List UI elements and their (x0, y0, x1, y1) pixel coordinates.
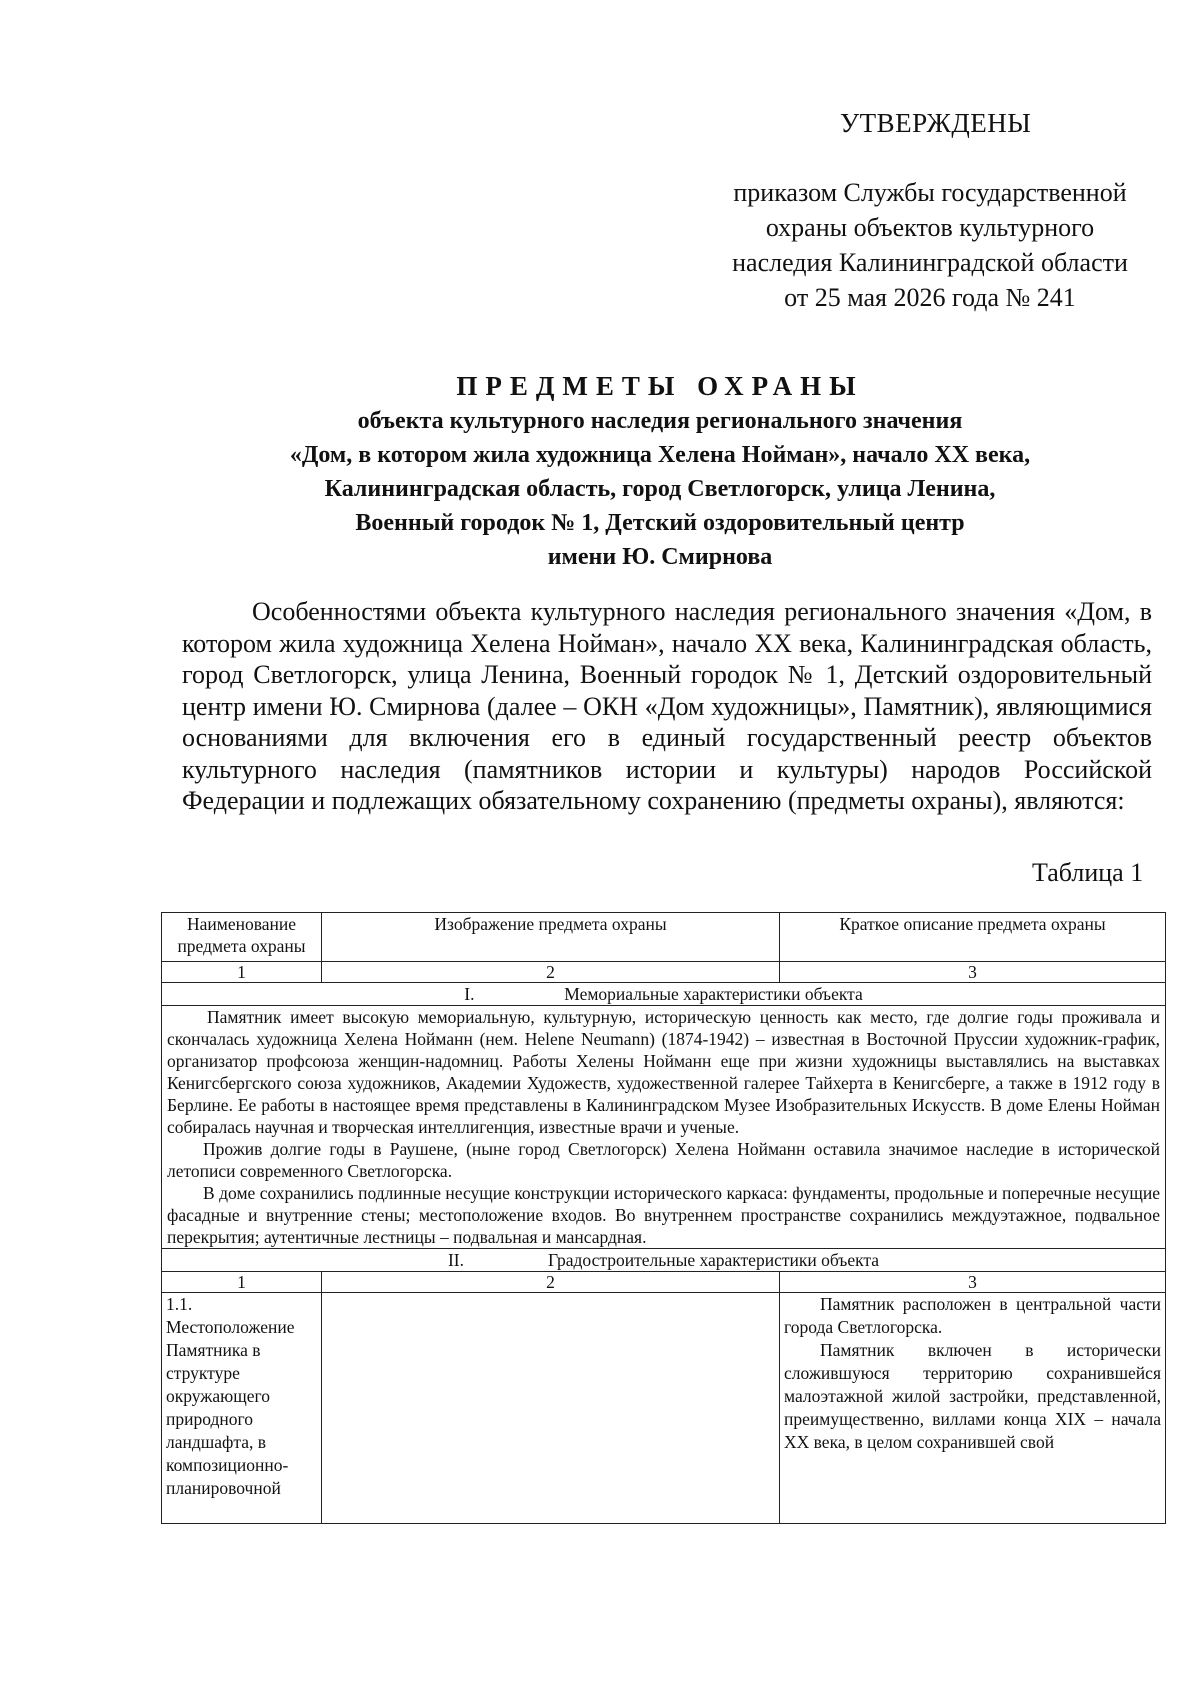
order-line: наследия Калининградской области (732, 248, 1128, 277)
memorial-paragraph: В доме сохранились подлинные несущие конструкции исторического каркаса: фундаменты, продольные и поперечные несущие фасадные и внутренние стены; местоположение входов. Во внутреннем пространстве сохранились междуэтажное, подвальное перекрытия; аутентичные лестницы – подвальная и мансардная. (167, 1183, 1160, 1247)
section-title: Градостроительные характеристики объекта (547, 1250, 880, 1270)
column-number: 1 (162, 1272, 322, 1293)
order-line: охраны объектов культурного (765, 213, 1095, 242)
title-line: имени Ю. Смирнова (547, 544, 773, 570)
title-line: Калининградская область, город Светлогорск, улица Ленина, (324, 476, 996, 502)
item-description (780, 1293, 1166, 1524)
table-row (162, 1293, 1166, 1524)
order-line: приказом Службы государственной (733, 178, 1127, 207)
memorial-row (162, 1006, 1166, 1249)
column-number: 2 (322, 1272, 780, 1293)
section-title: Мемориальные характеристики объекта (564, 984, 863, 1004)
section-row (162, 1249, 1166, 1272)
section-row (162, 983, 1166, 1006)
description-paragraph: Памятник включен в исторически сложившуюся территорию сохранившейся малоэтажной жилой застройки, представленной, преимущественно, виллами конца XIX – начала XX века, в целом сохранившей свой (784, 1340, 1161, 1452)
column-number: 3 (780, 1272, 1166, 1293)
approved-stamp: УТВЕРЖДЕНЫ (840, 108, 1032, 138)
memorial-paragraph: Памятник имеет высокую мемориальную, культурную, историческую ценность как место, где долгие годы проживала и скончалась художница Хелена Нойманн (нем. Helene Neumann) (1874-1942) – известная в Восточной Пруссии художник-график, организатор профсоюза женщин-надомниц. Работы Хелены Нойманн еще при жизни художницы выставлялись на выставках Кенигсбергского союза художников, Академии Художеств, художественной галерее Тайхерта в Кенигсберге, а также в 1912 году в Берлине. Ее работы в настоящее время представлены в Калининградском Музее Изобразительных Искусств. В доме Елены Нойман собиралась научная и творческая интеллигенция, известные врачи и ученые. (167, 1007, 1160, 1137)
title-line: Военный городок № 1, Детский оздоровительный центр (355, 510, 965, 536)
header-description: Краткое описание предмета охраны (780, 913, 1166, 962)
title-line: объекта культурного наследия регионального значения (357, 408, 963, 434)
column-number: 3 (780, 962, 1166, 983)
column-number-row (162, 962, 1166, 983)
title-main: ПРЕДМЕТЫ ОХРАНЫ (456, 371, 864, 401)
order-reference (700, 175, 1160, 315)
column-number: 2 (322, 962, 780, 983)
memorial-paragraph: Прожив долгие годы в Раушене, (ныне город Светлогорск) Хелена Нойманн оставила значимое наследие в исторической летописи современного Светлогорска. (167, 1139, 1160, 1181)
table-header-row (162, 913, 1166, 962)
item-image (322, 1293, 780, 1524)
column-number: 1 (162, 962, 322, 983)
memorial-text (162, 1006, 1166, 1249)
document-title (160, 368, 1160, 574)
item-name: 1.1. Местоположение Памятника в структуре окружающего природного ландшафта, в композиционно-планировочной (162, 1293, 322, 1524)
intro-text: Особенностями объекта культурного наследия регионального значения «Дом, в котором жила художница Хелена Нойман», начало XX века, Калининградская область, город Светлогорск, улица Ленина, Военный городок № 1, Детский оздоровительный центр имени Ю. Смирнова (далее – ОКН «Дом художницы», Памятник), являющимися основаниями для включения его в единый государственный реестр объектов культурного наследия (памятников истории и культуры) народов Российской Федерации и подлежащих обязательному сохранению (предметы охраны), являются: (182, 597, 1152, 815)
section-heading (162, 1249, 1166, 1272)
section-heading (162, 983, 1166, 1006)
title-line: «Дом, в котором жила художница Хелена Нойман», начало XX века, (289, 442, 1031, 468)
column-number-row (162, 1272, 1166, 1293)
order-line: от 25 мая 2026 года № 241 (784, 283, 1076, 312)
protection-table (161, 912, 1166, 1524)
header-name: Наименование предмета охраны (162, 913, 322, 962)
table-label: Таблица 1 (1032, 858, 1144, 887)
section-number: II. (447, 1250, 464, 1270)
section-number: I. (464, 984, 475, 1004)
description-paragraph: Памятник расположен в центральной части города Светлогорска. (784, 1294, 1161, 1337)
intro-paragraph (182, 596, 1152, 817)
header-image: Изображение предмета охраны (322, 913, 780, 962)
